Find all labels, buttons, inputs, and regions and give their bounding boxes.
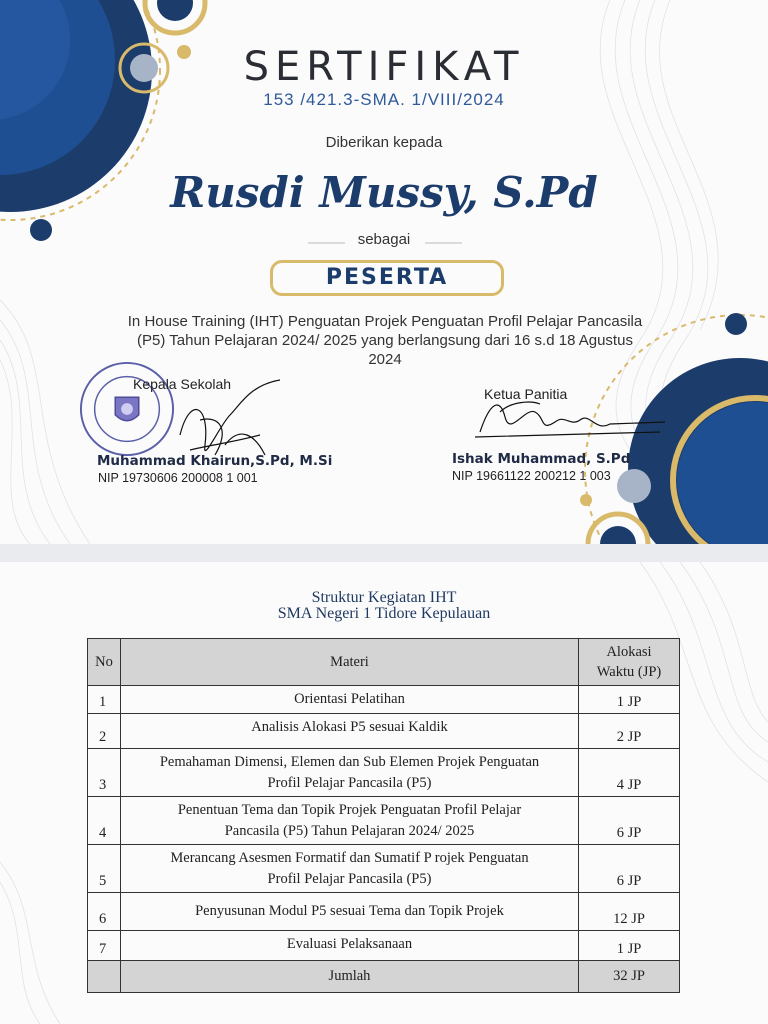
header-alokasi	[579, 639, 680, 686]
table-row	[88, 749, 680, 797]
row-materi	[121, 714, 579, 749]
as-label: sebagai	[357, 231, 411, 248]
table-row	[88, 714, 680, 749]
given-to-label: Diberikan kepada	[325, 134, 443, 151]
table-row	[88, 797, 680, 845]
row-no: 2	[88, 714, 121, 749]
row-no: 3	[88, 749, 121, 797]
materi-line: Penentuan Tema dan Topik Projek Penguatan Profil Pelajar	[177, 802, 522, 818]
row-materi	[121, 749, 579, 797]
activity-table	[87, 638, 680, 993]
signatory-nip-1: NIP 19730606 200008 1 001	[98, 471, 258, 485]
materi-line: Evaluasi Pelaksanaan	[286, 936, 413, 952]
row-jp: 6 JP	[579, 797, 680, 845]
signatory-name-2: Ishak Muhammad, S.Pd	[452, 451, 631, 467]
materi-line: Pancasila (P5) Tahun Pelajaran 2024/ 2025	[224, 823, 475, 839]
materi-line: Profil Pelajar Pancasila (P5)	[267, 775, 432, 791]
school-stamp	[78, 360, 176, 458]
activity-structure-page	[0, 562, 768, 1024]
materi-line: Orientasi Pelatihan	[294, 691, 405, 707]
row-jp: 12 JP	[579, 893, 680, 931]
row-materi	[121, 845, 579, 893]
role-badge: PESERTA	[270, 260, 504, 296]
row-materi	[121, 893, 579, 931]
structure-title-line-1: Struktur Kegiatan IHT	[311, 589, 457, 606]
total-jp: 32 JP	[579, 961, 680, 993]
signatory-nip-2: NIP 19661122 200212 1 003	[452, 469, 611, 483]
page-separator	[0, 544, 768, 562]
materi-line: Profil Pelajar Pancasila (P5)	[267, 871, 432, 887]
table-header-row	[88, 639, 680, 686]
total-no-cell	[88, 961, 121, 993]
row-jp: 4 JP	[579, 749, 680, 797]
row-jp: 1 JP	[579, 931, 680, 961]
row-materi	[121, 686, 579, 714]
row-materi	[121, 797, 579, 845]
materi-line: Analisis Alokasi P5 sesuai Kaldik	[251, 719, 448, 735]
header-no: No	[88, 639, 121, 686]
signatory-name-1: Muhammad Khairun,S.Pd, M.Si	[97, 453, 333, 469]
table-row	[88, 845, 680, 893]
materi-line: Merancang Asesmen Formatif dan Sumatif P rojek Penguatan	[170, 850, 529, 866]
row-no: 4	[88, 797, 121, 845]
row-no: 5	[88, 845, 121, 893]
row-jp: 2 JP	[579, 714, 680, 749]
row-materi	[121, 931, 579, 961]
row-jp: 1 JP	[579, 686, 680, 714]
row-no: 1	[88, 686, 121, 714]
structure-title	[0, 590, 768, 622]
signatory-title-1: Kepala Sekolah	[133, 376, 232, 392]
materi-line: Penyusunan Modul P5 sesuai Tema dan Topik Projek	[195, 903, 504, 919]
signatory-title-2: Ketua Panitia	[484, 386, 568, 402]
certificate-number: 153 /421.3-SMA. 1/VIII/2024	[263, 90, 505, 109]
materi-line: Pemahaman Dimensi, Elemen dan Sub Elemen Projek Penguatan	[159, 754, 540, 770]
table-row	[88, 686, 680, 714]
certificate-description: In House Training (IHT) Penguatan Projek Penguatan Profil Pelajar Pancasila (P5) Tahun Pelajaran 2024/ 2025 yang berlangsung dari 16 s.d 18 Agustus 2024	[127, 313, 643, 368]
signature-2	[470, 392, 670, 452]
total-label: Jumlah	[121, 961, 579, 993]
header-alokasi-line-2: Waktu (JP)	[596, 664, 662, 680]
header-materi: Materi	[121, 639, 579, 686]
recipient-name: Rusdi Mussy, S.Pd	[170, 168, 598, 217]
row-no: 6	[88, 893, 121, 931]
row-no: 7	[88, 931, 121, 961]
certificate-title: SERTIFIKAT	[243, 44, 525, 90]
structure-title-line-2: SMA Negeri 1 Tidore Kepulauan	[277, 605, 491, 622]
row-jp: 6 JP	[579, 845, 680, 893]
table-row	[88, 931, 680, 961]
header-alokasi-line-1: Alokasi	[606, 644, 652, 660]
table-total-row	[88, 961, 680, 993]
table-row	[88, 893, 680, 931]
